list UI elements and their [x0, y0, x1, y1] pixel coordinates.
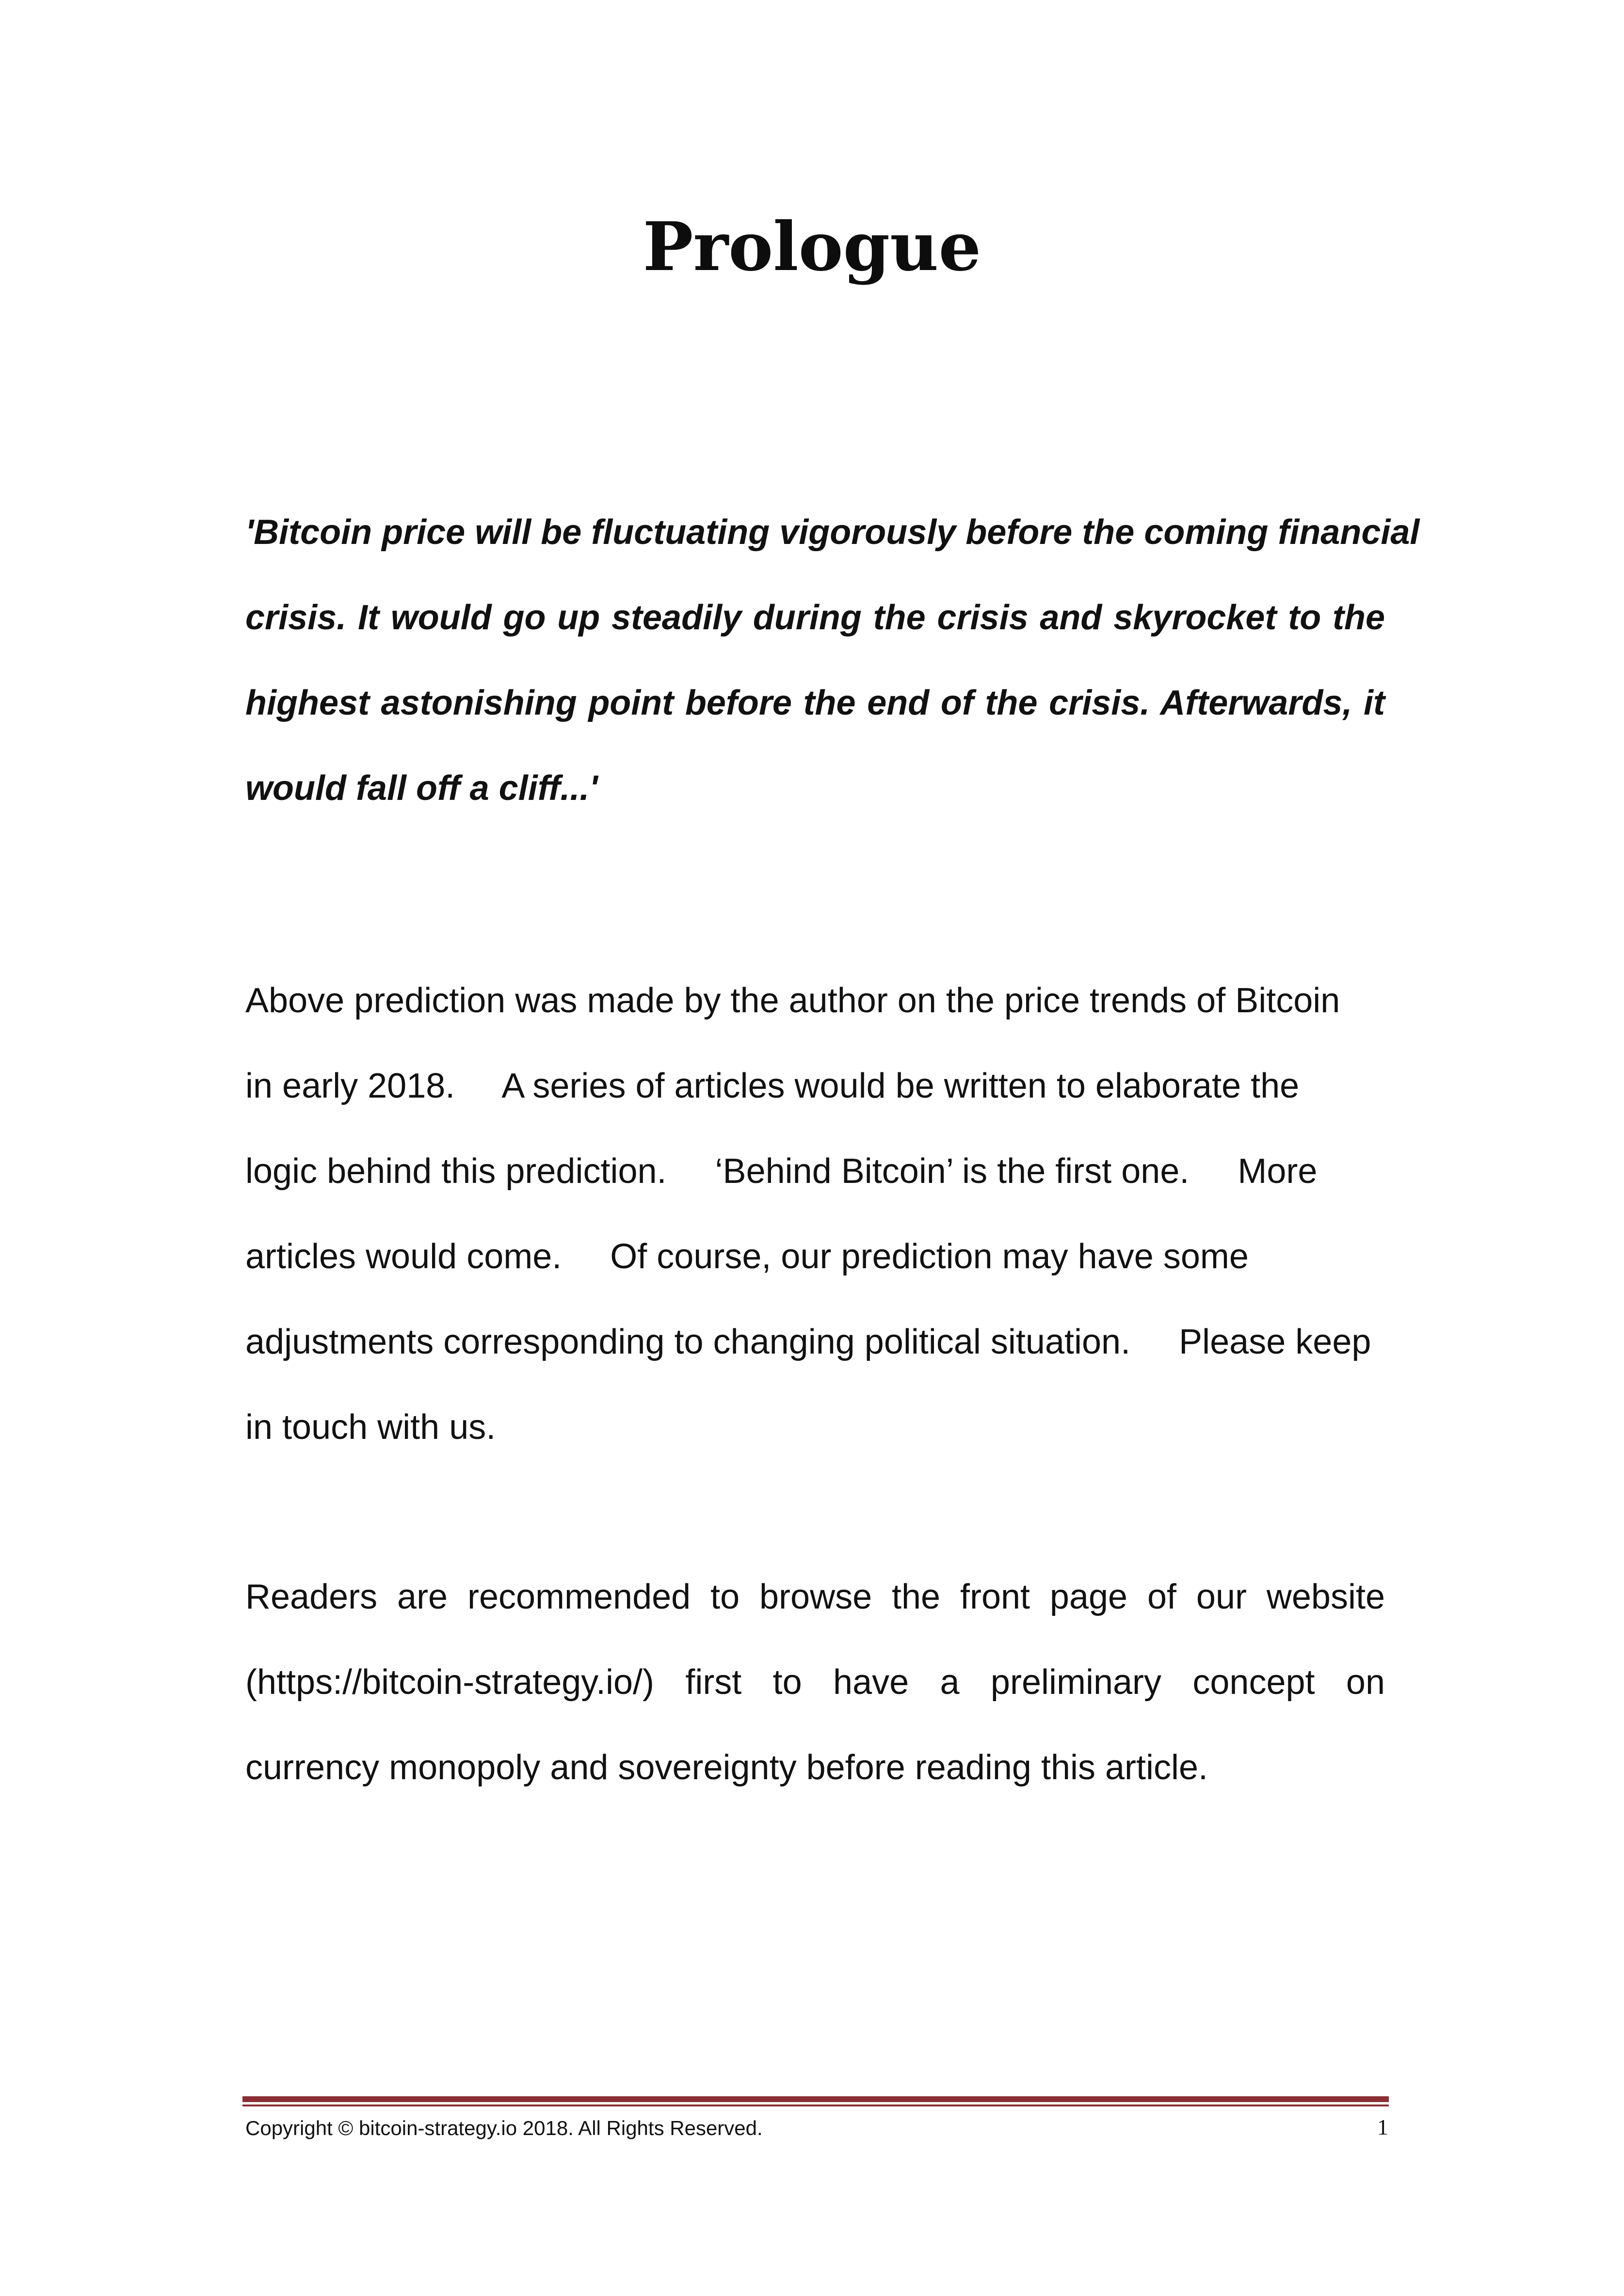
paragraph-line: in touch with us.	[245, 1408, 496, 1447]
footer-divider-thick	[242, 2096, 1389, 2102]
quote-line: 'Bitcoin price will be fluctuating vigorously before the coming financial	[245, 513, 1420, 552]
quote-line: crisis. It would go up steadily during the crisis and skyrocket to the	[245, 598, 1385, 637]
paragraph-line: Above prediction was made by the author on the price trends of Bitcoin	[245, 981, 1340, 1020]
paragraph-line: Readers are recommended to browse the front page of our website	[245, 1578, 1385, 1616]
paragraph-line: articles would come. Of course, our prediction may have some	[245, 1237, 1249, 1276]
paragraph-line: adjustments corresponding to changing political situation. Please keep	[245, 1323, 1371, 1361]
footer-divider	[242, 2096, 1389, 2107]
intro-paragraph	[245, 958, 1385, 1470]
paragraph-line: currency monopoly and sovereignty before reading this article.	[245, 1748, 1208, 1787]
paragraph-line: (https://bitcoin-strategy.io/) first to have a preliminary concept on	[245, 1663, 1385, 1702]
page-number: 1	[1377, 2115, 1388, 2139]
quote-line: highest astonishing point before the end of the crisis. Afterwards, it	[245, 684, 1385, 722]
page-title: Prologue	[643, 207, 981, 286]
paragraph-line: logic behind this prediction. ‘Behind Bitcoin’ is the first one. More	[245, 1152, 1318, 1191]
recommendation-paragraph	[245, 1554, 1385, 1810]
paragraph-line: in early 2018. A series of articles would be written to elaborate the	[245, 1067, 1300, 1105]
footer-copyright: Copyright © bitcoin-strategy.io 2018. All Rights Reserved.	[245, 2117, 763, 2139]
quote-line: would fall off a cliff...'	[245, 769, 598, 808]
prediction-quote	[245, 490, 1420, 831]
footer-divider-thin	[242, 2105, 1389, 2106]
